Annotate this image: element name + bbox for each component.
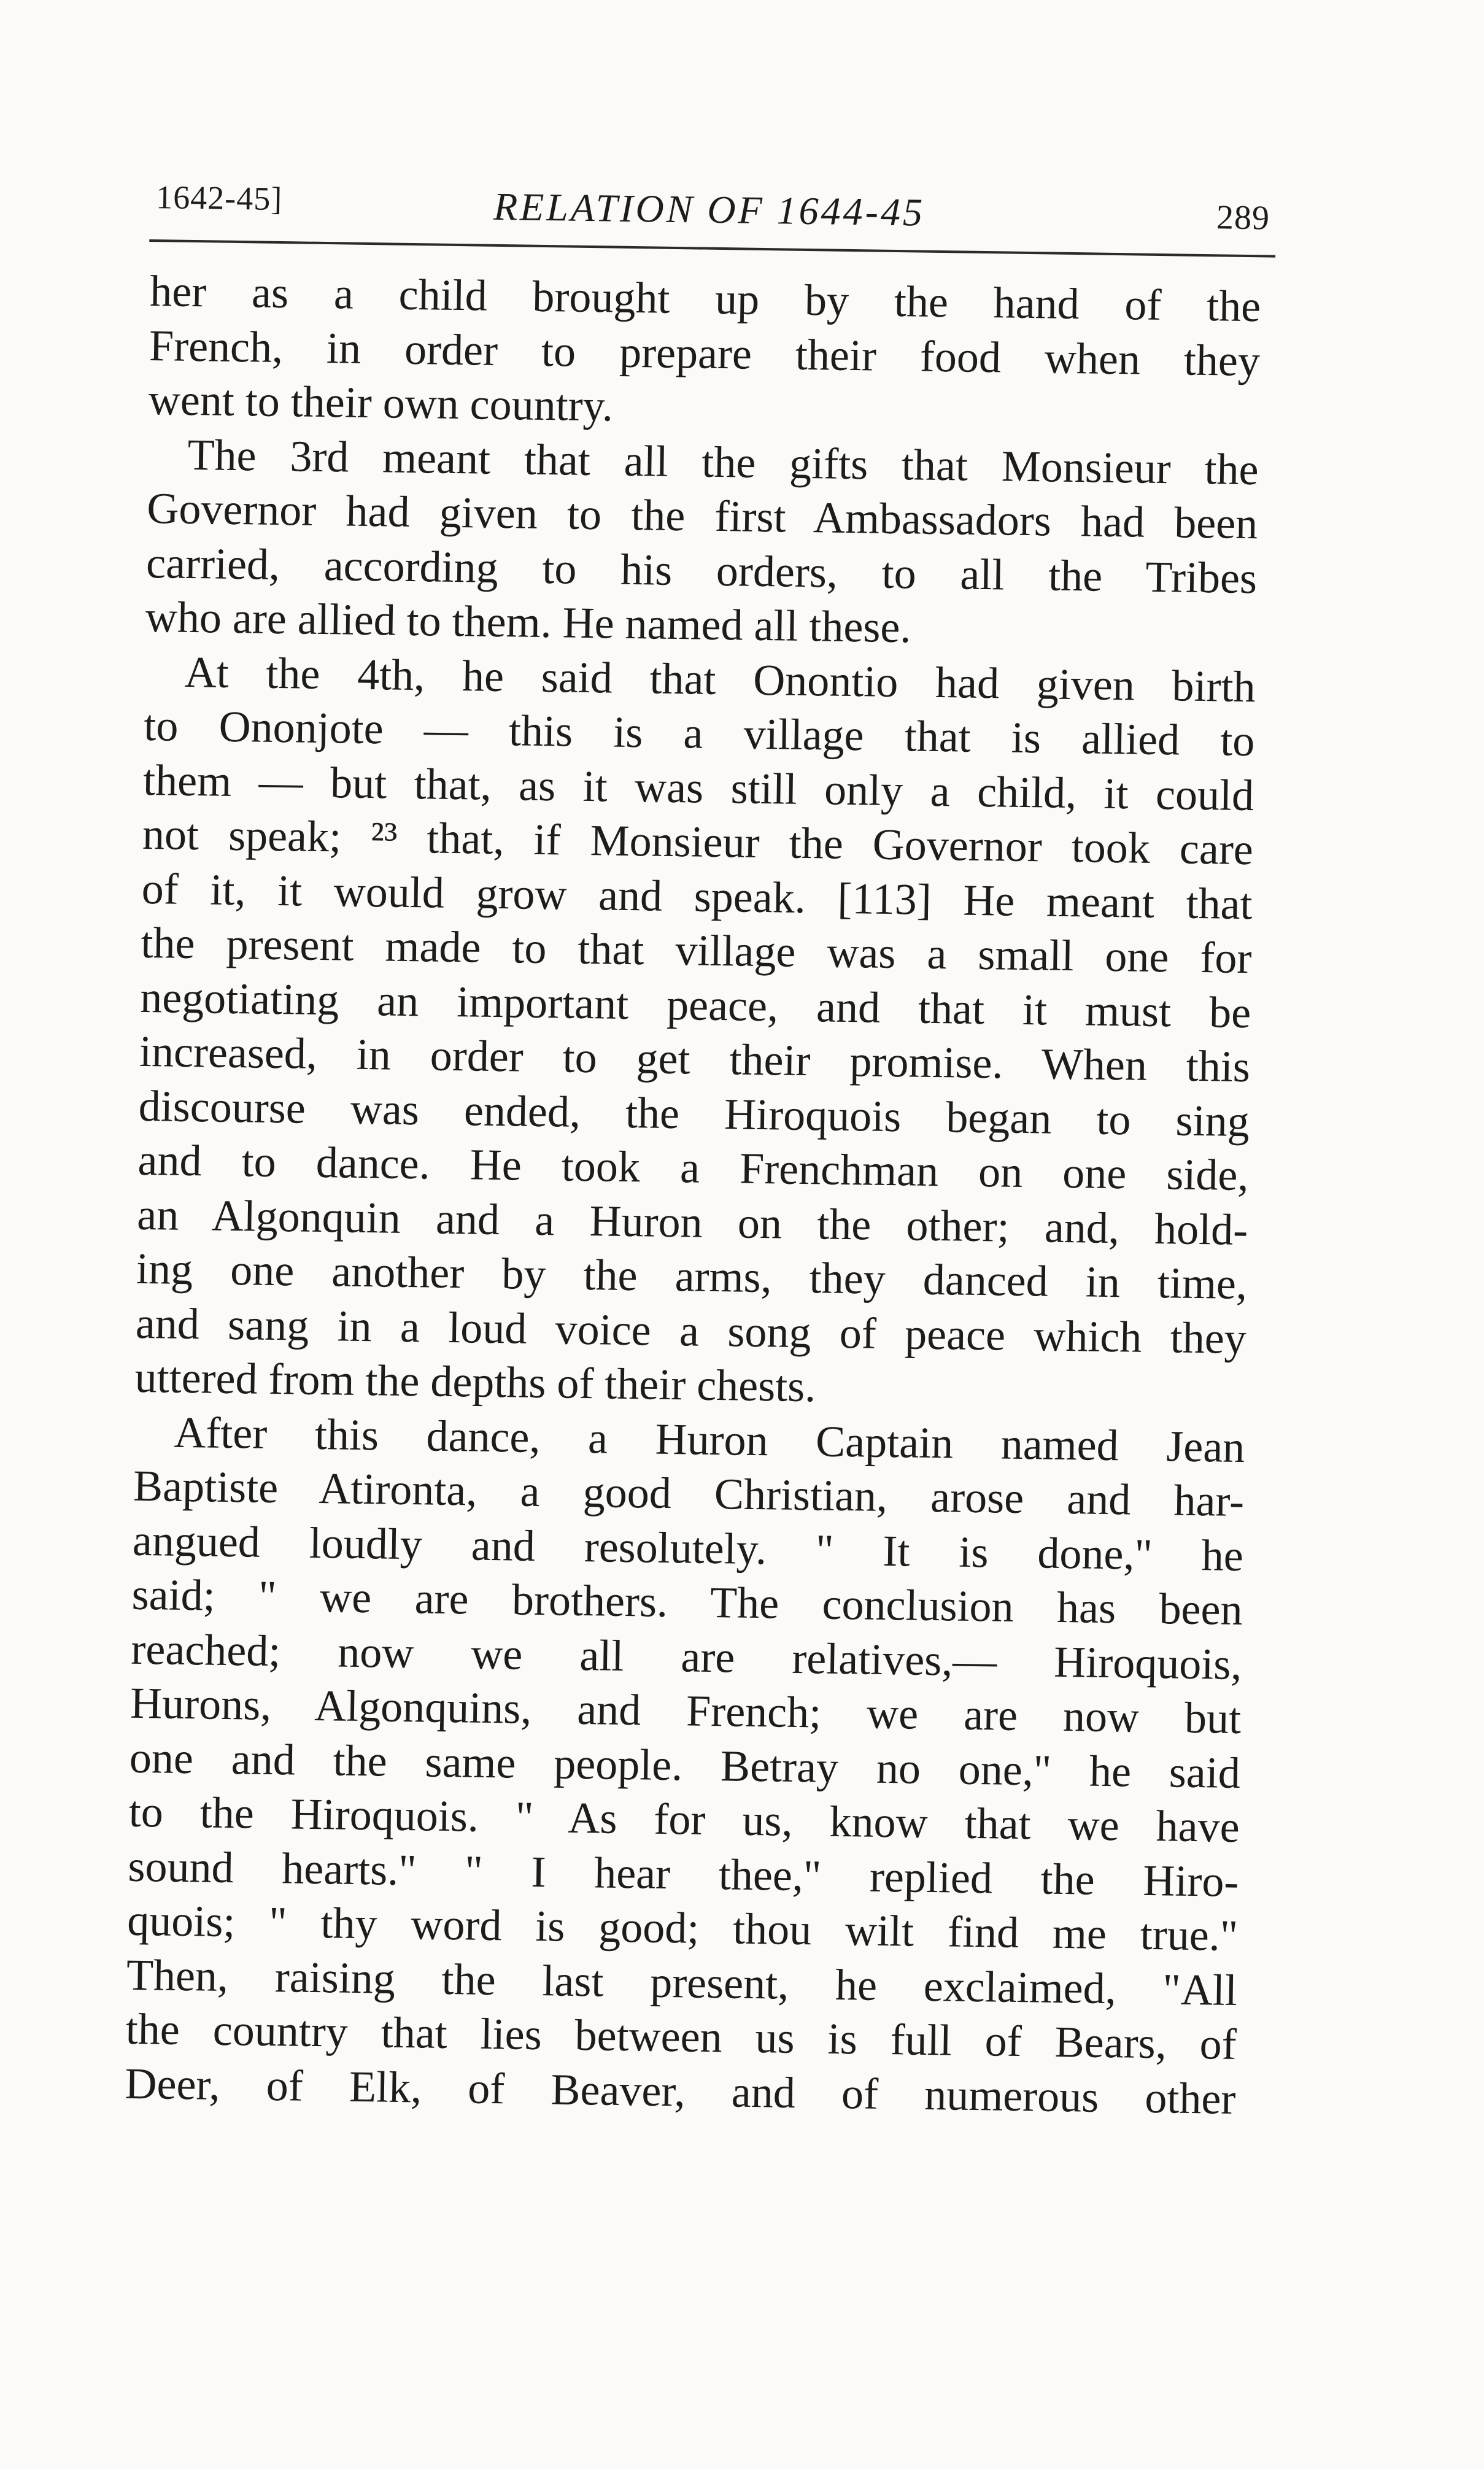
text-line: who are allied to them. He named all these. [145,592,911,652]
page-number: 289 [1216,198,1270,238]
text-line: one and the same people. Betray no one," he said [129,1733,1241,1798]
text-line: went to their own country. [148,374,614,431]
header-title: RELATION OF 1644-45 [493,184,926,234]
body-text [125,264,1261,2126]
text-line: increased, in order to get their promise. When this [139,1026,1251,1092]
text-line: uttered from the depths of their chests. [134,1352,816,1412]
text-line: the country that lies between us is full of Bears, of [125,2004,1237,2069]
text-line: her as a child brought up by the hand of the [149,266,1261,331]
text-line: sound hearts." " I hear thee," replied the Hiro- [127,1841,1239,1906]
text-line: of it, it would grow and speak. [113] He meant that [141,864,1253,929]
text-line: Then, raising the last present, he exclaimed, "All [126,1950,1238,2015]
header-rule [149,239,1275,258]
text-line: and sang in a loud voice a song of peace which they [135,1298,1247,1363]
text-line: Baptiste Atironta, a good Christian, arose and har- [133,1461,1245,1526]
text-line: discourse was ended, the Hiroquois began to sing [138,1081,1250,1146]
text-line: reached; now we all are relatives,— Hiroquois, [130,1624,1242,1689]
text-line: negotiating an important peace, and that it must be [139,972,1251,1037]
text-line: and to dance. He took a Frenchman on one side, [137,1135,1249,1200]
header-date-range: 1642-45] [155,179,283,218]
text-line: Hurons, Algonquins, and French; we are now but [129,1678,1242,1744]
text-line: Governor had given to the first Ambassadors had been [146,483,1258,549]
text-line: carried, according to his orders, to all the Tribes [145,538,1258,603]
text-line: angued loudly and resolutely. " It is done," he [132,1515,1244,1580]
text-line: an Algonquin and a Huron on the other; and, hold- [136,1189,1248,1254]
text-line: the present made to that village was a small one for [140,918,1252,983]
text-line: quois; " thy word is good; thou wilt find me true." [126,1895,1239,1961]
text-line: Deer, of Elk, of Beaver, and of numerous other [125,2058,1236,2123]
text-line: them — but that, as it was still only a child, it could [142,755,1254,820]
text-line: French, in order to prepare their food when they [149,320,1261,385]
text-line: At the 4th, he said that Onontio had given birth [184,647,1256,711]
text-line: After this dance, a Huron Captain named Jean [173,1407,1245,1472]
text-line: ing one another by the arms, they danced in time, [136,1243,1248,1309]
text-line: to the Hiroquois. " As for us, know that we have [128,1787,1240,1852]
text-line: to Ononjote — this is a village that is allied to [143,700,1255,766]
text-line: said; " we are brothers. The conclusion has been [131,1569,1243,1635]
running-head [149,166,1276,255]
text-line: not speak; ²³ that, if Monsieur the Governor took care [142,809,1254,875]
text-line: The 3rd meant that all the gifts that Monsieur the [187,430,1259,494]
